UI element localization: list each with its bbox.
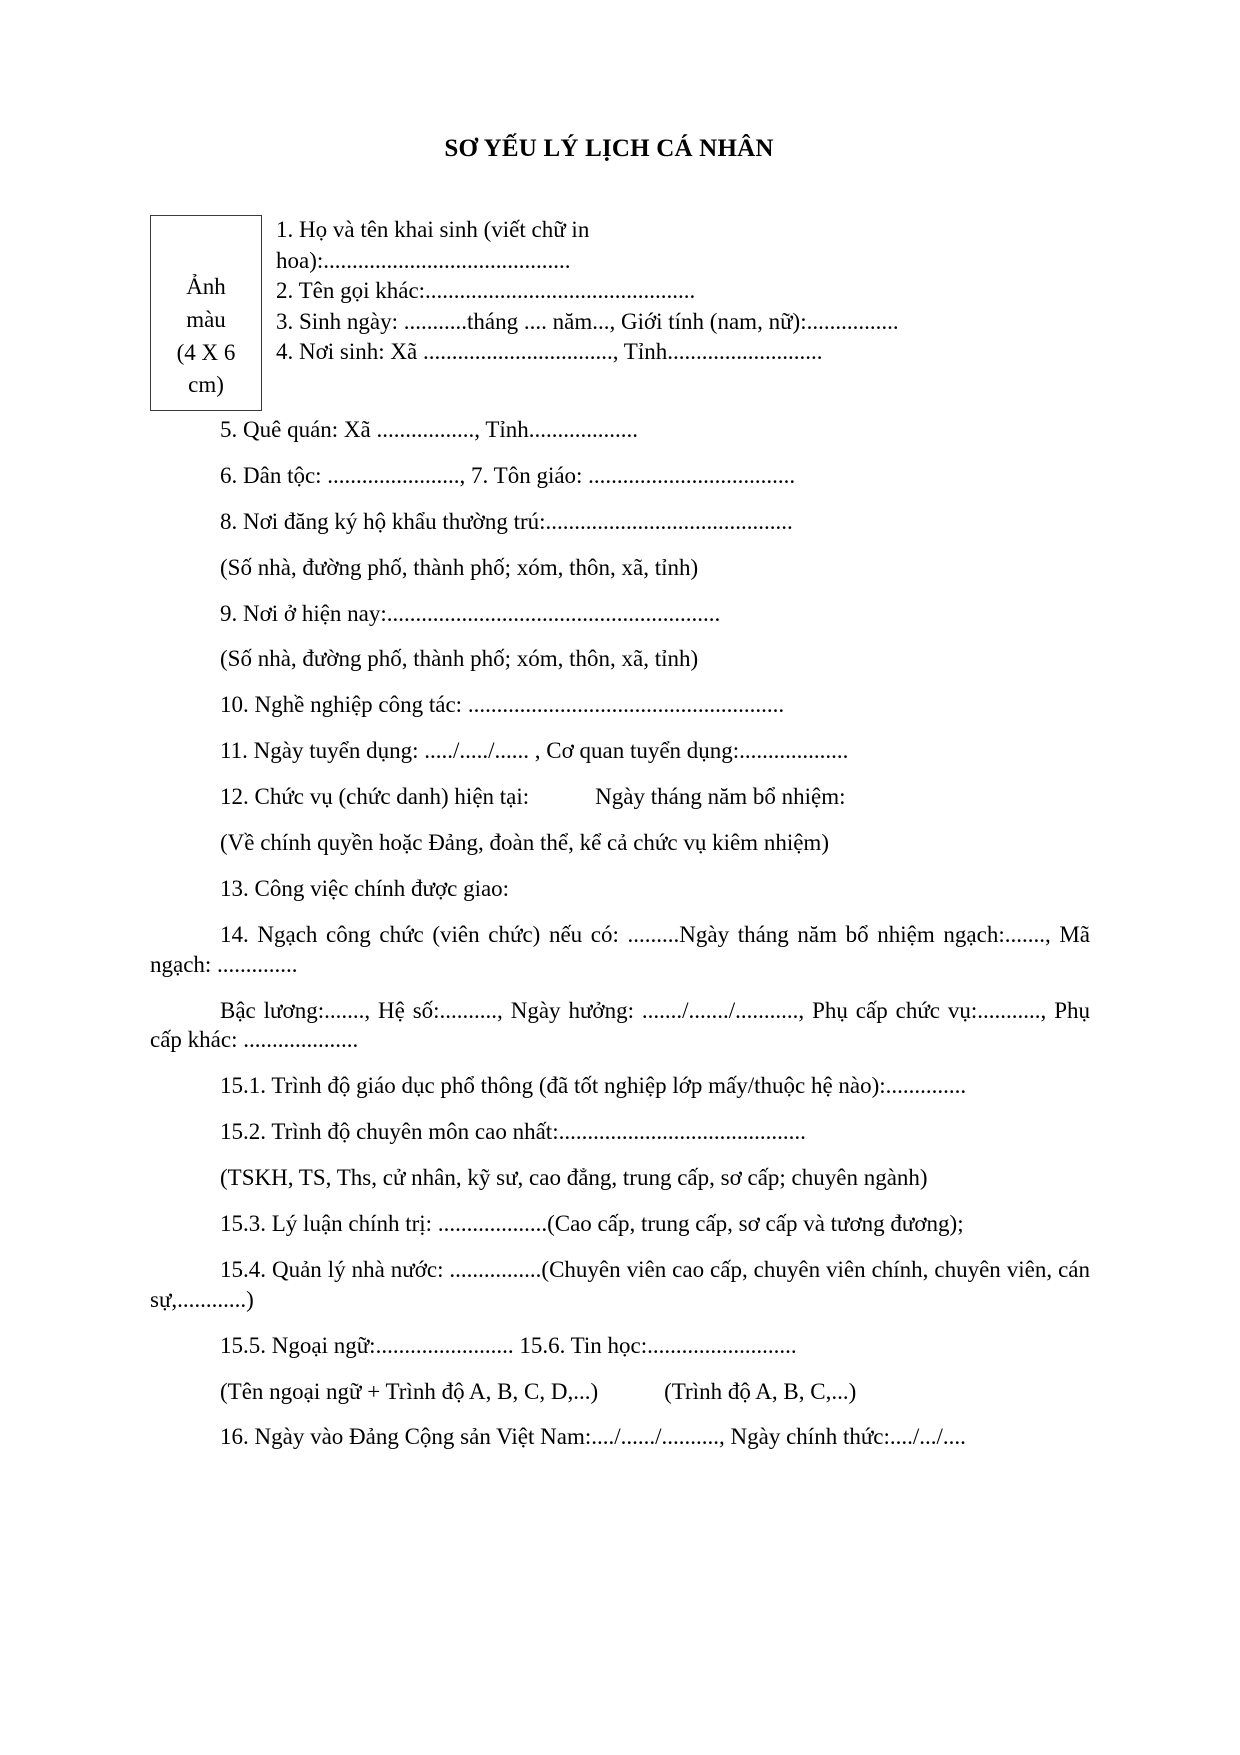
page-title: SƠ YẾU LÝ LỊCH CÁ NHÂN bbox=[444, 135, 774, 162]
note-highest-qualification: (TSKH, TS, Ths, cử nhân, kỹ sư, cao đẳng, trung cấp, sơ cấp; chuyên ngành) bbox=[220, 1165, 928, 1191]
field-salary-grade: Bậc lương:......., Hệ số:.........., Ngày hưởng: ......./......./..........., Phụ cấp chức vụ:..........., Phụ cấp khác: .................... bbox=[150, 997, 1090, 1053]
field-other-name: 2. Tên gọi khác:............................................... bbox=[276, 278, 696, 304]
field-full-name-line-1: 1. Họ và tên khai sinh (viết chữ in bbox=[276, 217, 590, 242]
note-language-it bbox=[150, 1377, 1090, 1407]
field-highest-qualification: 15.2. Trình độ chuyên môn cao nhất:........................................... bbox=[220, 1119, 806, 1145]
field-foreign-language-it: 15.5. Ngoại ngữ:........................ 15.6. Tin học:.......................... bbox=[220, 1332, 797, 1358]
photo-placeholder-box bbox=[150, 215, 262, 411]
field-birthplace: 4. Nơi sinh: Xã ................................., Tỉnh........................... bbox=[276, 339, 823, 365]
field-hometown: 5. Quê quán: Xã ................., Tỉnh................... bbox=[220, 417, 639, 442]
field-party-admission-date: 16. Ngày vào Đảng Cộng sản Việt Nam:..../....../.........., Ngày chính thức:..../.../.... bbox=[220, 1424, 966, 1450]
field-permanent-residence: 8. Nơi đăng ký hộ khẩu thường trú:........................................... bbox=[220, 508, 793, 534]
field-main-duties: 13. Công việc chính được giao: bbox=[220, 875, 510, 901]
field-ethnicity-religion: 6. Dân tộc: ......................., 7. Tôn giáo: .................................... bbox=[220, 462, 796, 488]
field-civil-servant-rank: 14. Ngạch công chức (viên chức) nếu có: .........Ngày tháng năm bổ nhiệm ngạch:......., Mã ngạch: .............. bbox=[150, 921, 1090, 977]
photo-label-line-4: cm) bbox=[188, 372, 224, 398]
field-birthdate-gender: 3. Sinh ngày: ...........tháng .... năm..., Giới tính (nam, nữ):................ bbox=[276, 308, 899, 334]
body-fields-block bbox=[150, 415, 1090, 1452]
note-permanent-residence: (Số nhà, đường phố, thành phố; xóm, thôn, xã, tỉnh) bbox=[220, 554, 699, 580]
photo-label-line-3: (4 X 6 bbox=[176, 339, 236, 365]
field-current-residence: 9. Nơi ở hiện nay:.......................................................... bbox=[220, 600, 721, 626]
document-content bbox=[150, 0, 1090, 1468]
field-recruitment-date: 11. Ngày tuyển dụng: ...../...../...... , Cơ quan tuyển dụng:................... bbox=[220, 738, 849, 764]
field-state-management: 15.4. Quản lý nhà nước: ................(Chuyên viên cao cấp, chuyên viên chính, chuyên viên, cán sự,............) bbox=[150, 1256, 1090, 1312]
note-current-position: (Về chính quyền hoặc Đảng, đoàn thể, kể cả chức vụ kiêm nhiệm) bbox=[220, 830, 829, 856]
photo-label-line-2: màu bbox=[186, 307, 226, 333]
field-current-position-label: 12. Chức vụ (chức danh) hiện tại: bbox=[220, 784, 530, 810]
note-current-residence: (Số nhà, đường phố, thành phố; xóm, thôn, xã, tỉnh) bbox=[220, 646, 699, 672]
field-current-position bbox=[150, 782, 1090, 812]
header-fields-block bbox=[150, 215, 1090, 368]
field-political-theory: 15.3. Lý luận chính trị: ...................(Cao cấp, trung cấp, sơ cấp và tương đương); bbox=[220, 1211, 964, 1237]
field-full-name-line-2: hoa):........................................... bbox=[276, 247, 571, 273]
photo-label-line-1: Ảnh bbox=[186, 274, 226, 300]
field-appointment-date-label: Ngày tháng năm bổ nhiệm: bbox=[595, 784, 846, 810]
field-general-education: 15.1. Trình độ giáo dục phổ thông (đã tốt nghiệp lớp mấy/thuộc hệ nào):.............. bbox=[220, 1073, 967, 1099]
note-it-level: (Trình độ A, B, C,...) bbox=[664, 1378, 857, 1404]
note-foreign-language: (Tên ngoại ngữ + Trình độ A, B, C, D,...) bbox=[220, 1378, 599, 1404]
field-occupation: 10. Nghề nghiệp công tác: ....................................................... bbox=[220, 692, 785, 718]
